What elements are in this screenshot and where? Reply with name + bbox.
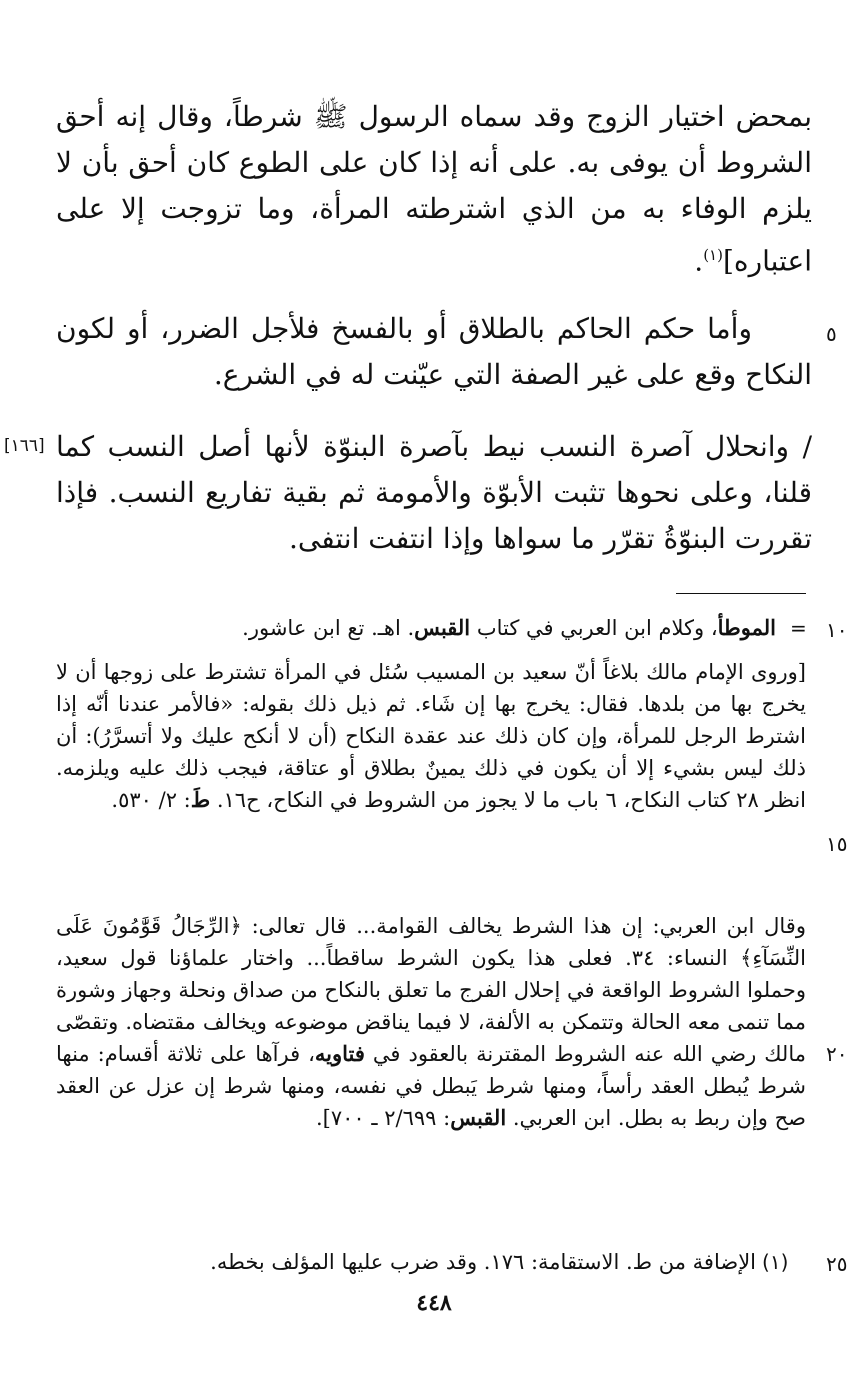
footnote-a-end: : ٢/ ٥٣٠. <box>111 788 191 812</box>
footnote-source-bold-2: القبس <box>414 615 471 640</box>
footnote-a-bold: طَ <box>190 787 211 812</box>
continuation-marker: = <box>790 616 807 640</box>
footnote-b-text-1: وقال ابن العربي: إن هذا الشرط يخالف القوامة... قال تعالى: ﴿الرِّجَالُ قَوَّٰمُونَ عَلَى النِّسَآءِ﴾ النساء: ٣٤. فعلى هذا يكون الشرط ساقطاً... واختار علماؤنا قول سعيد، وحملوا الشروط الواقعة في إحلال الفرج ما تعلق بالنكاح من صداق ونحلة وجهاز وشورة مما تنمى معه الحالة وتتمكن به الألفة، لا فيما يناقض موضوعه ويخالف مقتضاه. وتقصّى مالك رضي الله عنه الشروط المقترنة بالعقود في <box>56 914 806 1066</box>
footnote-b-end: : ٢/٦٩٩ ـ ٧٠٠]. <box>316 1106 451 1130</box>
footnote-b-bold-2: القبس <box>450 1105 507 1130</box>
main-paragraph-1 <box>56 94 812 284</box>
footnote-continuation-text-2: . اهـ. تع ابن عاشور. <box>242 616 415 640</box>
line-number-10: ١٠ <box>826 618 848 642</box>
page-number: ٤٤٨ <box>416 1290 452 1316</box>
main-paragraph-2 <box>56 306 812 398</box>
main-paragraph-3-text: / وانحلال آصرة النسب نيط بآصرة البنوّة لأنها أصل النسب كما قلنا، وعلى نحوها تثبت الأبوّة والأمومة ثم بقية تفاريع النسب. فإذا تقررت البنوّةُ تقرّر ما سواها وإذا انتفت انتفى. <box>56 430 812 555</box>
main-paragraph-2-text: وأما حكم الحاكم بالطلاق أو بالفسخ فلأجل الضرر، أو لكون النكاح وقع على غير الصفة التي عيّنت له في الشرع. <box>56 312 812 391</box>
footnote-block-b <box>56 910 806 1134</box>
line-number-20: ٢٠ <box>826 1042 848 1066</box>
line-number-25: ٢٥ <box>826 1252 848 1276</box>
footnote-source-bold-1: الموطأ <box>717 615 776 640</box>
footnote-1-text: الإضافة من ط. الاستقامة: ١٧٦. وقد ضرب عليها المؤلف بخطه. <box>210 1250 756 1274</box>
footnote-separator <box>676 593 806 594</box>
page-reference-marker: [١٦٦] <box>4 436 45 456</box>
footnote-a-text: [وروى الإمام مالك بلاغاً أنّ سعيد بن المسيب سُئل في المرأة تشترط على زوجها أن لا يخرج بها من بلدها. فقال: يخرج بها إن شَاء. ثم ذيل ذلك بقوله: «فالأمر عندنا أنّه إذا اشترط الرجل للمرأة، وإن كان ذلك عند عقدة النكاح (أن لا أنكح عليك ولا أتسرَّرُ): أن ذلك ليس بشيء إلا أن يكون في ذلك يمينٌ بطلاق أو عتاقة، فيجب ذلك عليه ويلزمه. انظر ٢٨ كتاب النكاح، ٦ باب ما لا يجوز من الشروط في النكاح، ح١٦. <box>56 660 806 812</box>
footnote-1 <box>56 1246 756 1278</box>
footnote-continuation-text-1: ، وكلام ابن العربي في كتاب <box>470 616 718 640</box>
footnote-continuation <box>56 612 776 644</box>
footnote-b-bold-1: فتاويه <box>314 1041 365 1066</box>
line-number-5: ٥ <box>826 322 837 346</box>
line-number-15: ١٥ <box>826 832 848 856</box>
main-paragraph-3 <box>56 424 812 562</box>
footnote-1-marker: (١) <box>762 1250 789 1274</box>
footnote-block-a <box>56 656 806 816</box>
main-paragraph-1-end: . <box>694 244 704 278</box>
main-paragraph-1-text: بمحض اختيار الزوج وقد سماه الرسول ﷺ شرطاً، وقال إنه أحق الشروط أن يوفى به. على أنه إذا كان على الطوع كان أحق بأن لا يلزم الوفاء به من الذي اشترطته المرأة، وما تزوجت إلا على اعتباره] <box>56 100 812 278</box>
footnote-b-text-2: ، فرآها على ثلاثة أقسام: منها شرط يُبطل العقد رأساً، ومنها شرط يَبطل في نفسه، ومنها شرط إن عزل عن العقد صح وإن ربط به بطل. ابن العربي. <box>56 1042 806 1130</box>
footnote-reference-1: (١) <box>703 246 723 264</box>
